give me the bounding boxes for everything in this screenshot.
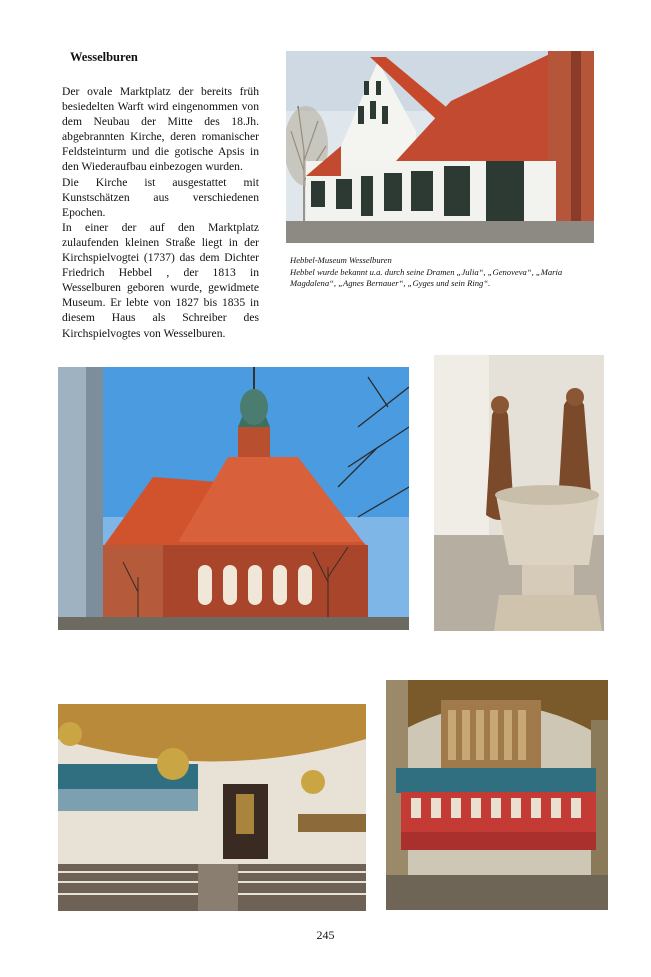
paragraph: In einer der auf den Marktplatz zulaufenden kleinen Straße liegt in der Kirchspielvogtei (1737) das dem Dichter Friedrich Hebbel , der 1813 in Wesselburen geboren wurde, gewidmete Museum. Er lebte von 1827 bis 1835 in diesem Haus als Schreiber des Kirchspielvogtes von Wesselburen.: [62, 220, 259, 340]
photo-caption: [290, 255, 610, 290]
paragraph: Die Kirche ist ausgestattet mit Kunstschätzen aus verschiedenen Epochen.: [62, 175, 259, 219]
page-number: 245: [316, 928, 335, 942]
page-title: Wesselburen: [70, 50, 138, 64]
article-body: [62, 84, 259, 341]
photo-church-exterior: [58, 367, 409, 630]
photo-hebbel-museum: [286, 51, 594, 243]
caption-text: Hebbel wurde bekannt u.a. durch seine Dramen „Julia“, „Genoveva“, „Maria Magdalena“, „Agnes Bernauer“, „Gyges und sein Ring“.: [290, 266, 563, 289]
paragraph: Der ovale Marktplatz der bereits früh besiedelten Warft wird eingenommen von dem Neubau der Mitte des 18.Jh. abgebrannten Kirche, deren romanischer Feldsteinturm und die gotische Apsis in den Wiederaufbau einbezogen wurden.: [62, 85, 259, 174]
photo-organ-gallery: [386, 680, 608, 910]
caption-title: Hebbel-Museum Wesselburen: [290, 255, 392, 265]
photo-baptismal-font: [434, 355, 604, 631]
photo-church-interior: [58, 704, 366, 911]
